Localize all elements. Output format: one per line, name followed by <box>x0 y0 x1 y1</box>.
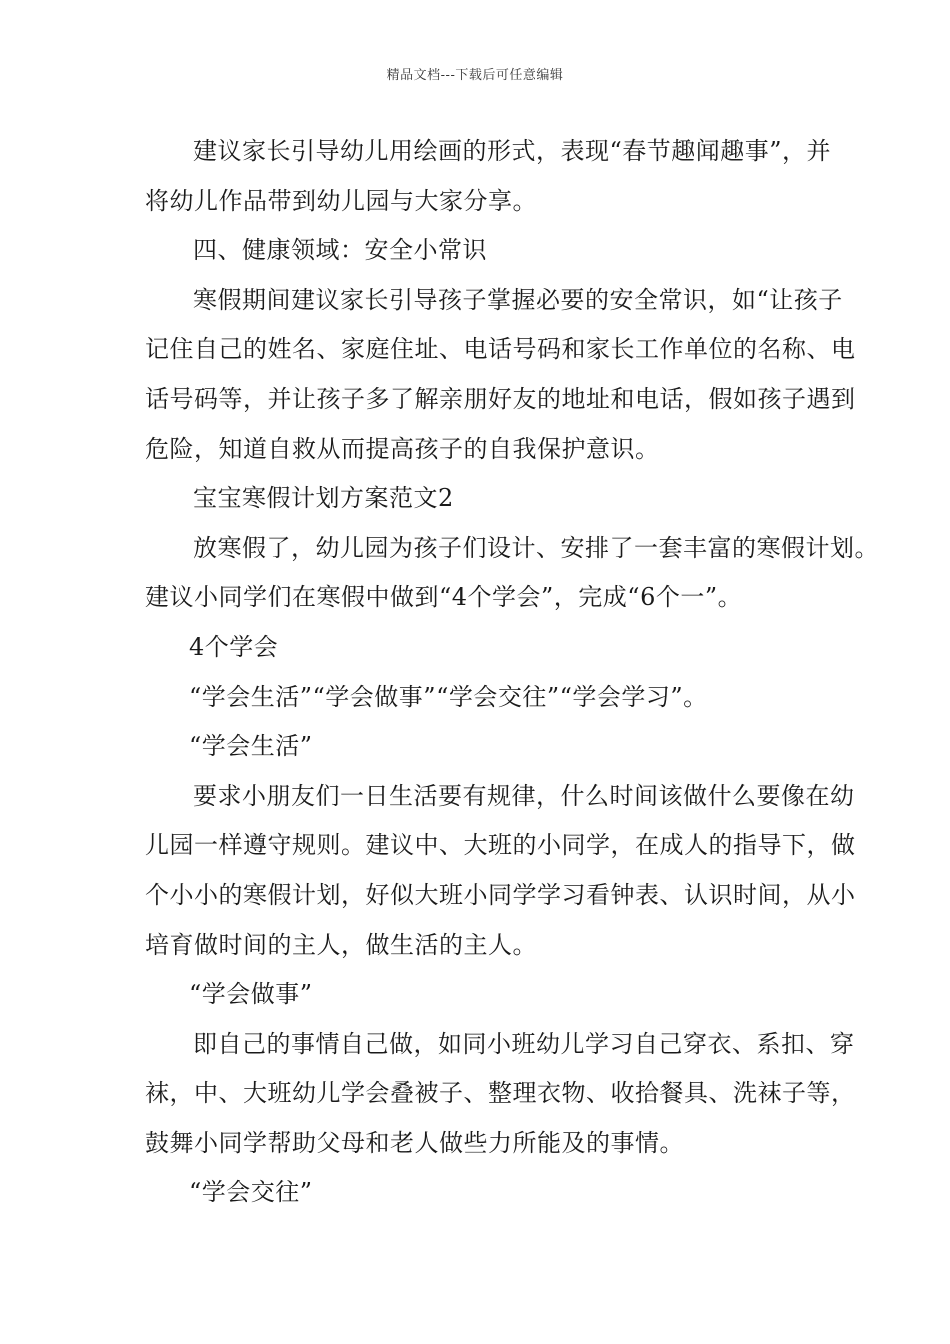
section-heading: “学会做事” <box>189 980 313 1009</box>
paragraph-line: 话号码等，并让孩子多了解亲朋好友的地址和电话，假如孩子遇到 <box>145 384 856 413</box>
paragraph-line: 建议小同学们在寒假中做到“4个学会”，完成“6个一”。 <box>145 583 743 612</box>
paragraph-line: 个小小的寒假计划，好似大班小同学学习看钟表、认识时间，从小 <box>145 880 856 909</box>
section-heading: 宝宝寒假计划方案范文2 <box>193 484 454 513</box>
paragraph-line: 即自己的事情自己做，如同小班幼儿学习自己穿衣、系扣、穿 <box>193 1029 855 1058</box>
paragraph-line: 鼓舞小同学帮助父母和老人做些力所能及的事情。 <box>145 1128 684 1157</box>
paragraph-line: 培育做时间的主人，做生活的主人。 <box>145 930 537 959</box>
paragraph-line: 要求小朋友们一日生活要有规律，什么时间该做什么要像在幼 <box>193 781 855 810</box>
section-heading: “学会生活” <box>189 732 313 761</box>
paragraph-line: 放寒假了，幼儿园为孩子们设计、安排了一套丰富的寒假计划。 <box>193 533 879 562</box>
page-header: 精品文档---下载后可任意编辑 <box>386 68 564 83</box>
paragraph-line: 袜，中、大班幼儿学会叠被子、整理衣物、收拾餐具、洗袜子等， <box>145 1079 856 1108</box>
paragraph-line: 建议家长引导幼儿用绘画的形式，表现“春节趣闻趣事”，并 <box>193 137 832 165</box>
paragraph-line: 寒假期间建议家长引导孩子掌握必要的安全常识，如“让孩子 <box>193 285 843 314</box>
paragraph-line: 将幼儿作品带到幼儿园与大家分享。 <box>145 186 537 215</box>
section-heading: 四、健康领域：安全小常识 <box>193 236 487 265</box>
paragraph-line: “学会生活”“学会做事”“学会交往”“学会学习”。 <box>189 682 708 711</box>
paragraph-line: 儿园一样遵守规则。建议中、大班的小同学，在成人的指导下，做 <box>145 831 856 860</box>
document-body <box>145 127 879 1218</box>
paragraph-line: 记住自己的姓名、家庭住址、电话号码和家长工作单位的名称、电 <box>145 335 856 364</box>
section-heading: “学会交往” <box>189 1178 313 1207</box>
section-heading: 4个学会 <box>189 632 279 661</box>
paragraph-line: 危险，知道自救从而提高孩子的自我保护意识。 <box>145 434 660 463</box>
